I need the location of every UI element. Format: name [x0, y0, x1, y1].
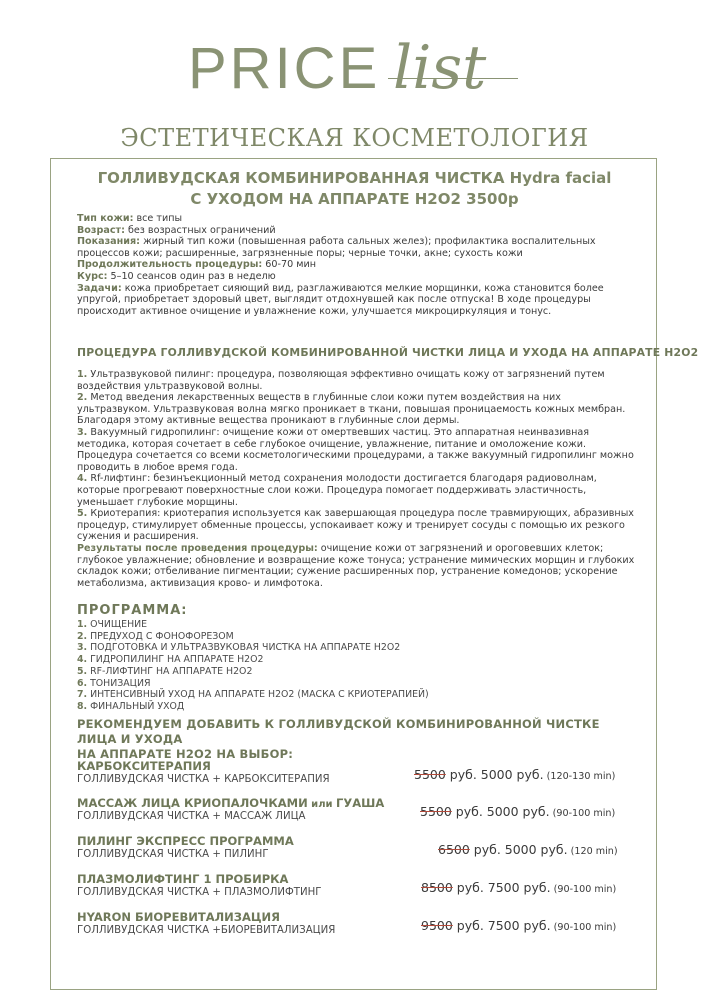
service-name: МАССАЖ ЛИЦА КРИОПАЛОЧКАМИ или ГУАША: [77, 796, 385, 810]
info-row: Продолжительность процедуры: 60-70 мин: [77, 259, 316, 271]
duration: (90-100 min): [549, 808, 616, 819]
old-price: 5500: [420, 804, 452, 819]
service-price: [420, 804, 615, 819]
info-row: Возраст: без возрастных ограничений: [77, 224, 276, 236]
program-item: 1. ОЧИЩЕНИЕ: [77, 619, 148, 630]
info-row: Показания: жирный тип кожи (повышенная работа сальных желез); профилактика воспалительных процессов кожи; расширенные, загрязненные поры; черные точки, акне; сухость кожи: [77, 236, 596, 259]
price-word: PRICE: [188, 36, 381, 101]
info-row: Курс: 5–10 сеансов один раз в неделю: [77, 270, 276, 282]
old-price: 9500: [421, 918, 453, 933]
service-description: ГОЛЛИВУДСКАЯ ЧИСТКА + МАССАЖ ЛИЦА: [77, 811, 306, 822]
service-row: [77, 796, 657, 828]
program-list: [77, 619, 429, 713]
procedure-title: [0, 168, 709, 210]
old-price: 8500: [421, 880, 453, 895]
duration: (120 min): [567, 846, 618, 857]
step-item: 5. Криотерапия: криотерапия используется как завершающая процедура после травмирующих, абразивных процедур, стимулирует обменные процессы, успокаивает кожу и тренирует сосуды с помощью их резкого сужения и расширения.: [77, 508, 634, 543]
program-item: 7. ИНТЕНСИВНЫЙ УХОД НА АППАРАТЕ H2O2 (МАСКА С КРИОТЕРАПИЕЙ): [77, 689, 429, 701]
service-price: [438, 842, 618, 857]
service-name: HYARON БИОРЕВИТАЛИЗАЦИЯ: [77, 910, 280, 924]
step-item: 3. Вакуумный гидропилинг: очищение кожи от омертвевших частиц. Это аппаратная неинвазивная методика, которая сочетает в себе глубокое очищение, увлажнение, питание и омоложение кожи. Процедура сочетается со всеми косметологическими процедурами, а также вакуумный гидропилинг можно проводить в любое время года.: [77, 426, 634, 473]
current-price: руб. 5000 руб.: [469, 842, 568, 857]
program-item: 2. ПРЕДУХОД С ФОНОФОРЕЗОМ: [77, 630, 234, 642]
duration: (90-100 min): [550, 922, 617, 933]
current-price: руб. 5000 руб.: [451, 804, 550, 819]
duration: (90-100 min): [550, 884, 617, 895]
service-name: ПЛАЗМОЛИФТИНГ 1 ПРОБИРКА: [77, 872, 289, 886]
service-row: [77, 910, 657, 942]
service-price: [421, 880, 616, 895]
service-description: ГОЛЛИВУДСКАЯ ЧИСТКА + КАРБОКСИТЕРАПИЯ: [77, 774, 330, 785]
step-item: 4. Rf-лифтинг: безинъекционный метод сохранения молодости достигается благодаря радиоволнам, которые прогревают поверхностные слои кожи. Процедура помогает поддерживать эластичность, уменьшает глубокие морщины.: [77, 473, 597, 508]
recommend-title: РЕКОМЕНДУЕМ ДОБАВИТЬ К ГОЛЛИВУДСКОЙ КОМБИНИРОВАННОЙ ЧИСТКЕ ЛИЦА И УХОДА НА АППАРАТЕ H2O2 НА ВЫБОР:: [77, 717, 600, 761]
old-price: 5500: [414, 767, 446, 782]
header: [0, 0, 709, 165]
info-row: Задачи: кожа приобретает сияющий вид, разглаживаются мелкие морщинки, кожа становится более упругой, приобретает здоровый цвет, выглядит отдохнувшей как после отпуска! В ходе процедуры происходит активное очищение и увлажнение кожи, улучшается микроциркуляция и тонус.: [77, 282, 604, 317]
service-row: [77, 872, 657, 904]
procedure-info: [77, 213, 637, 317]
program-title: ПРОГРАММА:: [77, 603, 188, 618]
duration: (120-130 min): [543, 771, 616, 782]
service-price: [421, 918, 616, 933]
old-price: 6500: [438, 842, 470, 857]
current-price: руб. 5000 руб.: [445, 767, 544, 782]
page-title: ЭСТЕТИЧЕСКАЯ КОСМЕТОЛОГИЯ: [120, 124, 589, 152]
service-price: [414, 767, 615, 782]
program-item: 4. ГИДРОПИЛИНГ НА АППАРАТЕ H2O2: [77, 654, 264, 666]
program-item: 6. ТОНИЗАЦИЯ: [77, 677, 151, 689]
results: Результаты после проведения процедуры: очищение кожи от загрязнений и ороговевших клеток; глубокое увлажнение; обновление и возвращение коже тонуса; устранение мимических морщин и глубоких складок кожи; отбеливание пигментации; сужение расширенных пор, устранение комедонов; ускорение метаболизма, активизация крово- и лимфотока.: [77, 542, 635, 589]
service-description: ГОЛЛИВУДСКАЯ ЧИСТКА + ПИЛИНГ: [77, 849, 269, 860]
program-item: 8. ФИНАЛЬНЫЙ УХОД: [77, 700, 185, 712]
step-item: 2. Метод введения лекарственных веществ в глубинные слои кожи путем воздействия на них ультразвуком. Ультразвуковая волна мягко проникает в ткани, повышая проницаемость кожных мембран. Благодаря этому активные вещества проникают в глубинные слои дермы.: [77, 392, 626, 427]
service-row: [77, 759, 657, 791]
step-item: 1. Ультразвуковой пилинг: процедура, позволяющая эффективно очищать кожу от загрязнений путем воздействия ультразвуковой волны.: [77, 369, 605, 392]
service-row: [77, 834, 657, 866]
list-script-word: list: [393, 33, 487, 103]
procedure-title-line1: ГОЛЛИВУДСКАЯ КОМБИНИРОВАННАЯ ЧИСТКА Hydra facial: [97, 169, 612, 187]
program-item: 3. ПОДГОТОВКА И УЛЬТРАЗВУКОВАЯ ЧИСТКА НА АППАРАТЕ H2O2: [77, 642, 401, 654]
current-price: руб. 7500 руб.: [452, 880, 551, 895]
steps-title: ПРОЦЕДУРА ГОЛЛИВУДСКОЙ КОМБИНИРОВАННОЙ ЧИСТКИ ЛИЦА И УХОДА НА АППАРАТЕ H2O2: [77, 346, 699, 359]
service-description: ГОЛЛИВУДСКАЯ ЧИСТКА + ПЛАЗМОЛИФТИНГ: [77, 887, 322, 898]
info-row: Тип кожи: все типы: [77, 213, 183, 224]
steps-list: [77, 369, 637, 589]
service-name: ПИЛИНГ ЭКСПРЕСС ПРОГРАММА: [77, 834, 294, 848]
program-item: 5. RF-ЛИФТИНГ НА АППАРАТЕ H2O2: [77, 665, 253, 677]
service-name: КАРБОКСИТЕРАПИЯ: [77, 759, 211, 773]
current-price: руб. 7500 руб.: [452, 918, 551, 933]
procedure-title-line2: С УХОДОМ НА АППАРАТЕ H2O2 3500р: [190, 190, 519, 208]
service-description: ГОЛЛИВУДСКАЯ ЧИСТКА +БИОРЕВИТАЛИЗАЦИЯ: [77, 925, 336, 936]
